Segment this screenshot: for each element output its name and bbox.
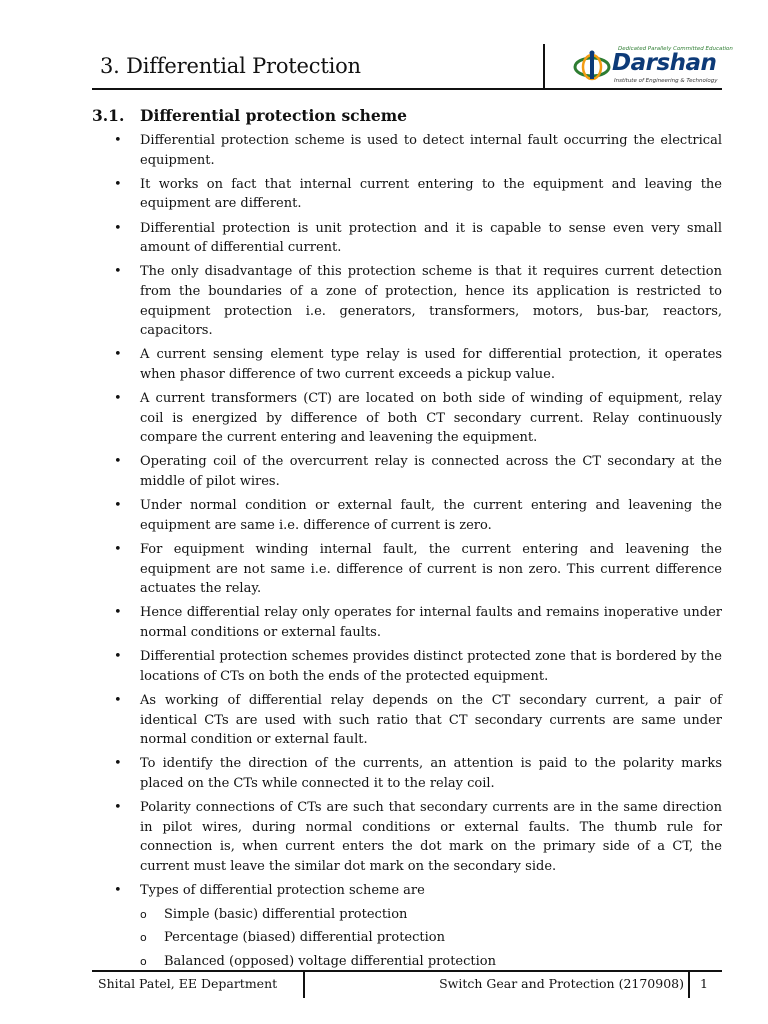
logo-subtitle: Institute of Engineering & Technology — [614, 78, 718, 84]
list-item — [92, 603, 722, 642]
bullet-icon: • — [114, 883, 122, 899]
sub-list-item — [140, 905, 722, 925]
list-item-text: Differential protection schemes provides distinct protected zone that is bordered by the locations of CTs on both the ends of the protected equipment. — [140, 649, 722, 684]
list-item — [92, 540, 722, 599]
sub-list-item-text: Simple (basic) differential protection — [164, 906, 408, 922]
header-rule — [92, 88, 722, 90]
list-item-text: Differential protection scheme is used to detect internal fault occurring the electrical equipment. — [140, 133, 722, 168]
list-item — [92, 798, 722, 876]
logo-tagline: Dedicated Parallely Committed Education — [618, 46, 733, 52]
institute-logo — [572, 46, 733, 86]
list-item — [92, 131, 722, 170]
sub-list-item-text: Percentage (biased) differential protection — [164, 930, 445, 946]
bullet-icon: • — [114, 176, 122, 192]
list-item-text: A current sensing element type relay is used for differential protection, it operates when phasor difference of two current exceeds a pickup value. — [140, 347, 722, 382]
footer-divider — [688, 972, 690, 998]
chapter-title: 3. Differential Protection — [100, 54, 361, 78]
bullet-icon: • — [114, 605, 122, 621]
list-item-text: The only disadvantage of this protection scheme is that it requires current detection from the boundaries of a zone of protection, hence its application is restricted to equipment protection i.e. generators, transformers, motors, bus-bar, reactors, capacitors. — [140, 264, 722, 339]
list-item-text: Under normal condition or external fault, the current entering and leavening the equipment are same i.e. difference of current is zero. — [140, 498, 722, 533]
list-item — [92, 754, 722, 793]
list-item-text: Hence differential relay only operates for internal faults and remains inoperative under normal conditions or external faults. — [140, 605, 722, 640]
bullet-icon: • — [114, 498, 122, 514]
logo-name: Darshan — [612, 50, 717, 76]
bullet-icon: • — [114, 264, 122, 280]
list-item — [92, 219, 722, 258]
sub-list-item-text: Balanced (opposed) voltage differential protection — [164, 953, 496, 969]
list-item — [92, 691, 722, 750]
list-item-text: To identify the direction of the currents, an attention is paid to the polarity marks placed on the CTs while connected it to the relay coil. — [140, 756, 722, 791]
hollow-bullet-icon: o — [140, 907, 147, 921]
list-item — [92, 496, 722, 535]
page-footer — [92, 970, 722, 1000]
list-item-text: Operating coil of the overcurrent relay is connected across the CT secondary at the middle of pilot wires. — [140, 454, 722, 490]
bullet-icon: • — [114, 542, 122, 558]
list-item — [92, 262, 722, 340]
hollow-bullet-icon: o — [140, 931, 147, 945]
list-item — [92, 452, 722, 491]
list-item-text: It works on fact that internal current entering to the equipment and leaving the equipment are different. — [140, 176, 722, 212]
page-content — [92, 106, 722, 976]
sub-bullet-list — [140, 905, 722, 972]
section-title: Differential protection scheme — [140, 106, 407, 125]
list-item-text: For equipment winding internal fault, the current entering and leavening the equipment are not same i.e. difference of current is non zero. This current difference actuates the relay. — [140, 542, 722, 597]
bullet-icon: • — [114, 391, 122, 407]
sub-list-item — [140, 928, 722, 948]
list-item-text: Differential protection is unit protection and it is capable to sense even very small amount of differential current. — [140, 220, 722, 256]
footer-rule — [92, 970, 722, 972]
list-item — [92, 647, 722, 686]
list-item — [92, 345, 722, 384]
section-number: 3.1. — [92, 106, 125, 125]
sub-list-item — [140, 952, 722, 972]
hollow-bullet-icon: o — [140, 954, 147, 968]
bullet-icon: • — [114, 692, 122, 708]
darshan-logo-icon — [572, 50, 612, 82]
bullet-icon: • — [114, 220, 122, 236]
page-header — [92, 40, 733, 90]
bullet-icon: • — [114, 454, 122, 470]
bullet-icon: • — [114, 649, 122, 665]
bullet-icon: • — [114, 800, 122, 816]
footer-divider — [303, 972, 305, 998]
list-item — [92, 175, 722, 214]
bullet-icon: • — [114, 347, 122, 363]
section-heading — [92, 106, 722, 125]
list-item — [92, 389, 722, 448]
page-number: 1 — [700, 976, 708, 991]
list-item-text: A current transformers (CT) are located on both side of winding of equipment, relay coil is energized by difference of both CT secondary current. Relay continuously compare the current entering and leavening the equipment. — [140, 391, 722, 446]
header-divider — [543, 44, 545, 88]
list-item-text: Types of differential protection scheme are — [140, 883, 425, 899]
footer-course: Switch Gear and Protection (2170908) — [439, 976, 684, 991]
list-item-text: Polarity connections of CTs are such that secondary currents are in the same direction in pilot wires, during normal conditions or external faults. The thumb rule for connection is, when current enters the dot mark on the primary side of a CT, the current must leave the similar dot mark on the secondary side. — [140, 800, 722, 874]
footer-author: Shital Patel, EE Department — [98, 976, 278, 991]
bullet-icon: • — [114, 756, 122, 772]
bullet-list — [92, 131, 722, 971]
list-item-text: As working of differential relay depends on the CT secondary current, a pair of identical CTs are used with such ratio that CT secondary currents are same under normal condition or external fault. — [140, 692, 722, 748]
bullet-icon: • — [114, 133, 122, 148]
list-item — [92, 881, 722, 971]
